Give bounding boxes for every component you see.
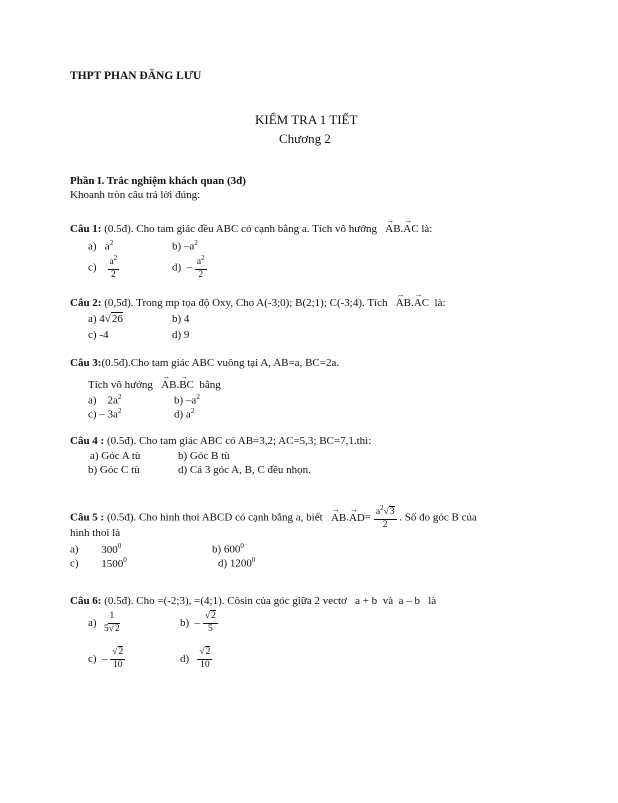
- exponent: 2: [196, 393, 200, 401]
- coefficient: 4: [99, 313, 105, 325]
- option-label: d): [172, 261, 182, 274]
- q5-vector-ad: → AD: [349, 513, 365, 524]
- part1-instruction: Khoanh tròn câu trả lời đúng:: [70, 189, 201, 201]
- q1-c-fraction: $\frac{a^2}{2}$: [109, 254, 118, 281]
- option-label: c): [70, 557, 79, 570]
- q2-label: Câu 2:: [70, 297, 102, 309]
- q1-vector-ac: → AC: [403, 224, 418, 235]
- q4-option-b[interactable]: b) Góc B tù: [178, 450, 230, 462]
- q5-option-d[interactable]: [218, 557, 255, 570]
- test-subtitle: Chương 2: [279, 131, 331, 146]
- equals-sign: =: [364, 511, 372, 524]
- option-value: 1500: [101, 557, 124, 570]
- minus-sign: –: [102, 653, 108, 665]
- q5-option-c[interactable]: [70, 557, 127, 570]
- q5-fraction: $\frac{a^2√3}{2}$: [375, 504, 395, 531]
- degree-mark: 0: [251, 556, 256, 564]
- option-value: –a: [183, 240, 195, 253]
- radicand: 26: [111, 313, 123, 325]
- q6-tail: là: [428, 595, 437, 607]
- option-value: – 3a: [99, 408, 118, 421]
- degree-mark: 0: [240, 542, 244, 550]
- q2-tail: là:: [434, 297, 446, 309]
- q6-a-fraction: $\frac{1}{5√2}$: [104, 611, 120, 634]
- option-value: 2a: [107, 394, 118, 407]
- q1-option-d[interactable]: [172, 255, 207, 281]
- q6-d-fraction: $\frac{√2}{10}$: [199, 647, 211, 670]
- q3-option-b[interactable]: [174, 394, 200, 407]
- q2-text: (0,5đ). Trong mp tọa độ Oxy, Cho A(-3;0); B(2;1); C(-3;4). Tích: [104, 297, 388, 309]
- q6-conjunction: và: [382, 595, 394, 607]
- q6-sum-vectors: a + b: [355, 595, 378, 607]
- q3-tail: bằng: [199, 379, 221, 391]
- option-value: a: [185, 408, 191, 421]
- q4-stem: [70, 436, 371, 447]
- q2-vector-ab: → AB: [396, 298, 411, 309]
- option-label: a): [88, 617, 97, 629]
- q1-tail: là:: [421, 223, 433, 235]
- sqrt-icon: √: [104, 313, 111, 325]
- q6-stem: [70, 596, 436, 607]
- option-label: d): [218, 557, 228, 570]
- option-label: c): [88, 261, 97, 274]
- q1-option-b[interactable]: [172, 240, 198, 253]
- option-label: a): [70, 543, 79, 556]
- degree-mark: 0: [123, 556, 127, 564]
- q2-vector-ac: → AC: [414, 298, 429, 309]
- option-value: a: [104, 240, 110, 253]
- q5-vector-ab: → AB: [331, 513, 346, 524]
- q3-vector-ab: → AB: [161, 380, 176, 391]
- q1-label: Câu 1:: [70, 223, 102, 235]
- q5-stem-line2: hình thoi là: [70, 527, 121, 539]
- option-label: b): [180, 617, 190, 629]
- exponent: 2: [117, 407, 122, 415]
- q6-option-c[interactable]: [88, 648, 125, 671]
- q1-option-a[interactable]: [88, 240, 113, 253]
- q5-label: Câu 5 :: [70, 511, 105, 524]
- option-value: 600: [223, 543, 241, 556]
- q3-option-a[interactable]: [88, 394, 121, 407]
- q3-stem: [70, 358, 339, 369]
- degree-mark: 0: [117, 542, 122, 550]
- q1-option-c[interactable]: [88, 255, 119, 281]
- option-label: b): [174, 394, 184, 407]
- q6-b-fraction: $\frac{√2}{5}$: [204, 611, 216, 634]
- q3-line2-text: Tích vô hướng: [88, 379, 153, 391]
- minus-sign: –: [194, 617, 201, 629]
- exponent: 2: [109, 239, 114, 247]
- q5-option-a[interactable]: [70, 543, 121, 556]
- q2-option-b[interactable]: b) 4: [172, 313, 190, 325]
- option-value: –a: [185, 394, 197, 407]
- option-label: a): [88, 240, 97, 253]
- q1-vector-ab: → AB: [385, 224, 400, 235]
- q6-option-d[interactable]: [180, 648, 212, 671]
- q5-option-b[interactable]: [212, 543, 244, 556]
- q3-label: Câu 3:: [70, 357, 102, 369]
- q6-text: (0.5đ). Cho =(-2;3), =(4;1). Côsin của góc giữa 2 vectơ: [104, 595, 347, 607]
- option-value: 300: [101, 543, 118, 556]
- q5-stem: Câu 5 : (0.5đ). Cho hình thoi ABCD có cạnh bằng a, biết → AB.→ AD= $\frac{a^2√3}{2}$ . Số đo góc B của: [70, 505, 477, 531]
- q4-text: (0.5đ). Cho tam giác ABC có AB=3,2; AC=5,3; BC=7,1.thì:: [106, 435, 372, 447]
- option-label: c): [88, 408, 97, 421]
- exponent: 2: [117, 393, 122, 401]
- option-label: a): [88, 394, 97, 407]
- q6-c-fraction: $\frac{√2}{10}$: [112, 647, 124, 670]
- q1-d-fraction: $\frac{a^2}{2}$: [196, 254, 205, 281]
- q4-option-a[interactable]: a) Góc A tù: [90, 450, 141, 462]
- q3-vector-bc: → BC: [179, 380, 194, 391]
- q1-text: (0.5đ). Cho tam giác đều ABC có cạnh bằng a. Tích vô hướng: [104, 223, 378, 235]
- q5-tail: . Số đo góc B của: [399, 511, 477, 524]
- option-label: a): [88, 313, 97, 325]
- q3-text: (0.5đ).Cho tam giác ABC vuông tại A, AB=a, BC=2a.: [101, 357, 340, 369]
- exponent: 2: [190, 407, 195, 415]
- q2-stem: Câu 2: (0,5đ). Trong mp tọa độ Oxy, Cho A(-3;0); B(2;1); C(-3;4). Tích → AB.→ AC là:: [70, 298, 446, 309]
- part1-heading: Phần I. Trắc nghiệm khách quan (3đ): [70, 175, 246, 187]
- q6-diff-vectors: a – b: [398, 595, 420, 607]
- exponent: 2: [194, 239, 198, 247]
- option-value: 1200: [229, 557, 252, 570]
- q2-option-c[interactable]: c) -4: [88, 329, 109, 341]
- q3-option-c[interactable]: [88, 408, 121, 421]
- q2-option-d[interactable]: d) 9: [172, 329, 190, 341]
- q6-option-a[interactable]: [88, 612, 122, 635]
- option-label: c): [88, 653, 97, 665]
- q4-label: Câu 4 :: [70, 435, 105, 447]
- q3-stem-line2: Tích vô hướng → AB.→ BC bằng: [88, 380, 221, 391]
- q5-text: (0.5đ). Cho hình thoi ABCD có cạnh bằng a, biết: [106, 511, 323, 524]
- option-label: d): [174, 408, 184, 421]
- option-label: b): [172, 240, 182, 253]
- q2-option-a[interactable]: [88, 314, 123, 325]
- q4-option-d[interactable]: d) Cả 3 góc A, B, C đều nhọn.: [178, 464, 311, 476]
- option-label: d): [180, 653, 190, 665]
- q4-option-c[interactable]: b) Góc C tù: [88, 464, 140, 476]
- q1-stem: Câu 1: (0.5đ). Cho tam giác đều ABC có cạnh bằng a. Tích vô hướng → AB.→ AC là:: [70, 224, 432, 235]
- school-name: THPT PHAN ĐĂNG LƯU: [70, 70, 202, 82]
- option-label: b): [212, 543, 222, 556]
- test-title: KIỂM TRA 1 TIẾT: [255, 112, 358, 127]
- q3-option-d[interactable]: [174, 408, 194, 421]
- q6-option-b[interactable]: [180, 612, 218, 635]
- minus-sign: –: [186, 261, 193, 274]
- q6-label: Câu 6:: [70, 595, 102, 607]
